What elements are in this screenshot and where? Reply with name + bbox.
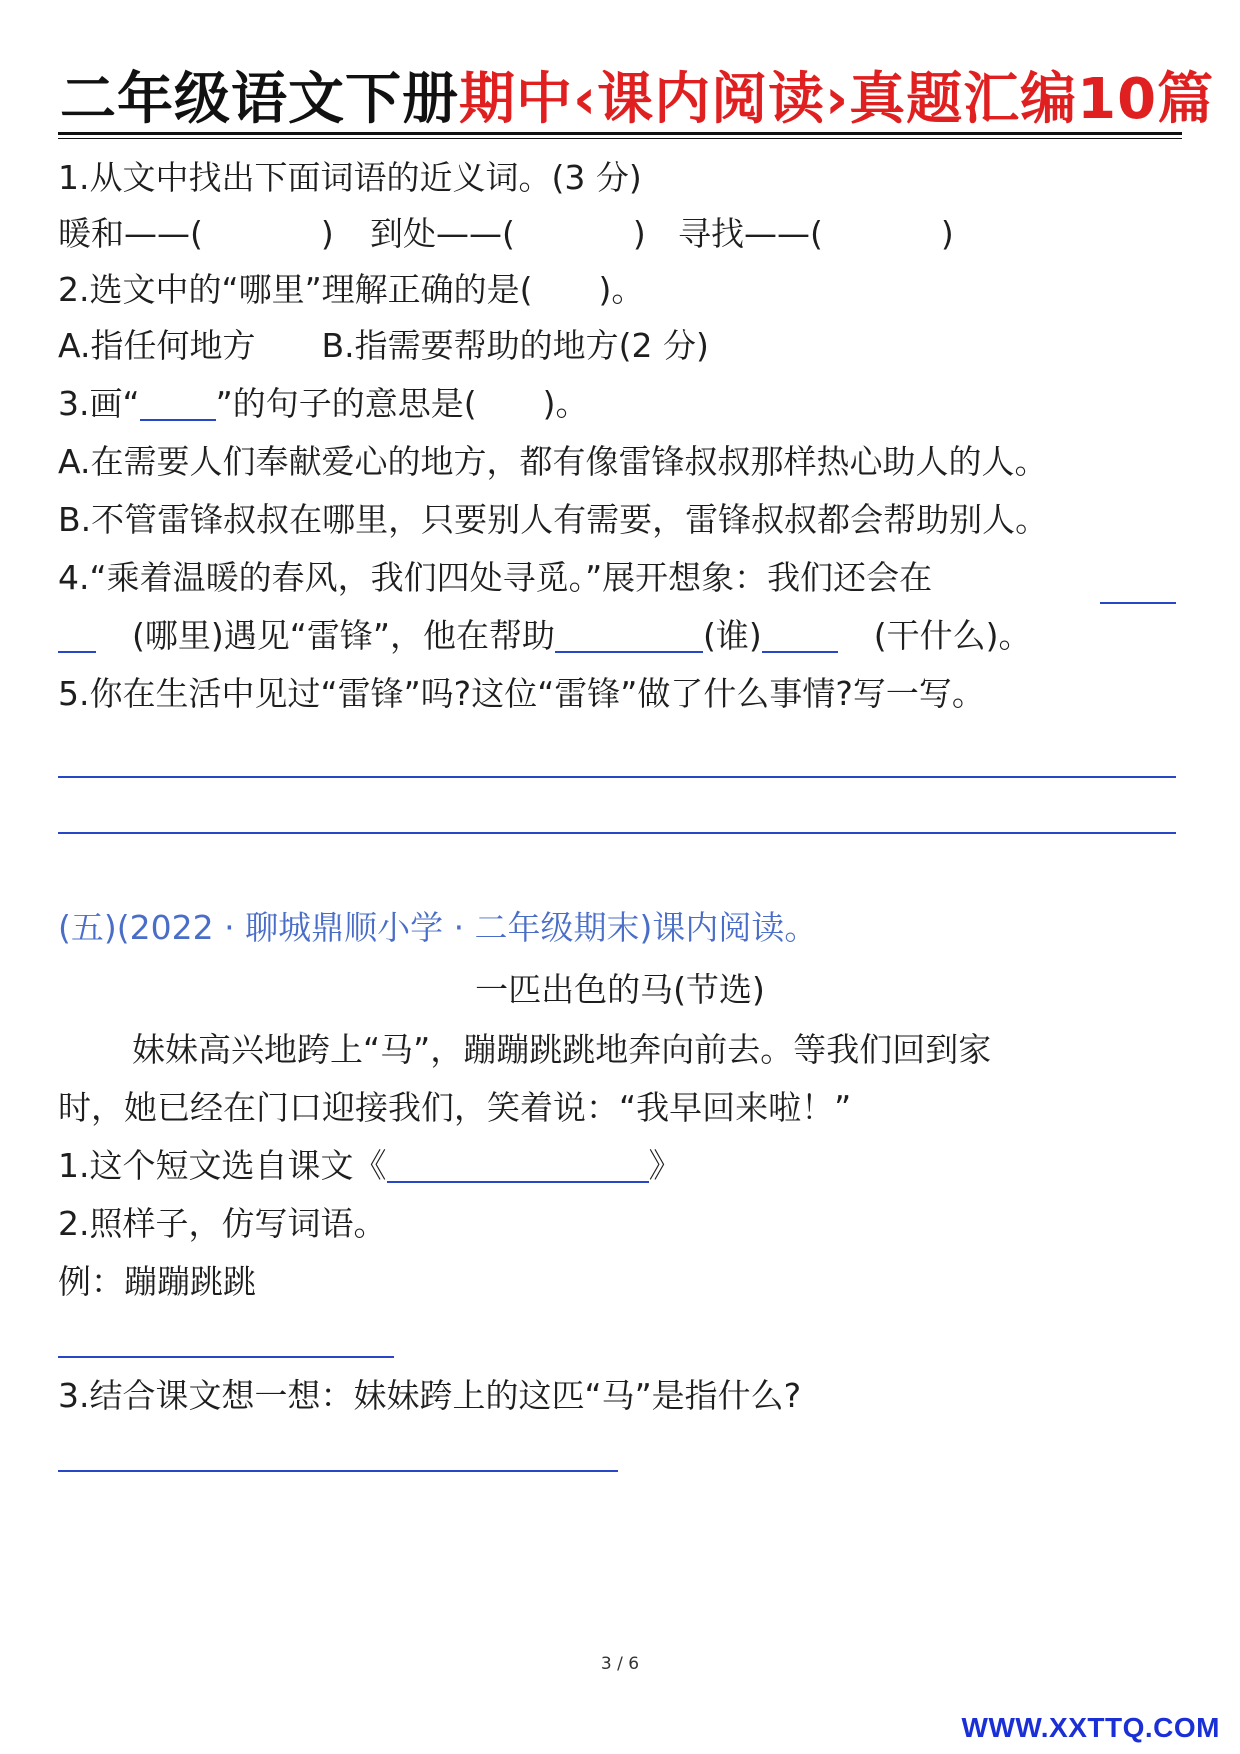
q3-underline-sample: [140, 385, 216, 421]
title-rule-thin: [58, 138, 1182, 139]
s5-q3-answer-line[interactable]: [58, 1470, 618, 1472]
s5-q3-question: 3.结合课文想一想：妹妹跨上的这匹“马”是指什么?: [58, 1376, 802, 1415]
s5-q1-blank[interactable]: [387, 1147, 649, 1183]
q4-blank-what[interactable]: [762, 617, 838, 653]
q1-pair-warm-label: 暖和——(: [58, 214, 203, 253]
q1-pair-warm-close: ): [320, 214, 334, 253]
q5-answer-line-2[interactable]: [58, 832, 1176, 834]
q4-line2: [58, 616, 1031, 656]
page-number: 3 / 6: [600, 1654, 640, 1674]
page-title: [60, 62, 1215, 138]
q4-blank-who[interactable]: [555, 617, 703, 653]
passage-line-1: 妹妹高兴地跨上“马”，蹦蹦跳跳地奔向前去。等我们回到家: [132, 1030, 992, 1069]
s5-q2-example: 例：蹦蹦跳跳: [58, 1262, 256, 1301]
q3-option-a: A.在需要人们奉献爱心的地方，都有像雷锋叔叔那样热心助人的人。: [58, 442, 1048, 481]
s5-q1-question: [58, 1146, 682, 1186]
q4-line1: 4.“乘着温暖的春风，我们四处寻觅。”展开想象：我们还会在: [58, 558, 933, 597]
s5-q2-question: 2.照样子，仿写词语。: [58, 1204, 387, 1243]
q3-question: [58, 384, 588, 424]
q1-pair-search: [678, 214, 954, 254]
title-main: 二年级语文下册: [60, 67, 459, 132]
q3-prefix: 3.画“: [58, 384, 140, 423]
section-five-heading: (五)(2022 · 聊城鼎顺小学 · 二年级期末)课内阅读。: [58, 908, 818, 947]
q1-pair-search-label: 寻找——(: [678, 214, 823, 253]
q1-pair-search-close: ): [940, 214, 954, 253]
s5-q1-suffix: 》: [648, 1146, 682, 1185]
q4-what: (干什么)。: [873, 616, 1032, 655]
title-highlight: 期中‹课内阅读›真题汇编10篇: [459, 67, 1215, 132]
q1-synonyms: 1.从文中找出下面词语的近义词。(3 分): [58, 158, 642, 197]
q4-blank-where-part2[interactable]: [58, 617, 96, 653]
q4-where: (哪里)遇见“雷锋”，他在帮助: [132, 616, 555, 655]
website-watermark: WWW.XXTTQ.COM: [961, 1712, 1220, 1743]
q3-suffix: ”的句子的意思是( )。: [215, 384, 589, 423]
passage-title: 一匹出色的马(节选): [475, 970, 765, 1009]
q2-options: A.指任何地方 B.指需要帮助的地方(2 分): [58, 326, 709, 365]
s5-q1-prefix: 1.这个短文选自课文《: [58, 1146, 387, 1185]
q1-pair-everywhere-close: ): [632, 214, 646, 253]
q5-question: 5.你在生活中见过“雷锋”吗?这位“雷锋”做了什么事情?写一写。: [58, 674, 985, 713]
q1-pair-everywhere: [370, 214, 646, 254]
title-rule-thick: [58, 132, 1182, 135]
q1-pair-everywhere-label: 到处——(: [370, 214, 515, 253]
passage-line-2: 时，她已经在门口迎接我们，笑着说：“我早回来啦！”: [58, 1088, 852, 1127]
q5-answer-line-1[interactable]: [58, 776, 1176, 778]
q3-option-b: B.不管雷锋叔叔在哪里，只要别人有需要，雷锋叔叔都会帮助别人。: [58, 500, 1049, 539]
q2-question: 2.选文中的“哪里”理解正确的是( )。: [58, 270, 645, 309]
q4-blank-where-part1[interactable]: [1100, 602, 1176, 604]
q4-who: (谁): [702, 616, 762, 655]
s5-q2-answer-line[interactable]: [58, 1356, 394, 1358]
q1-pair-warm: [58, 214, 334, 254]
